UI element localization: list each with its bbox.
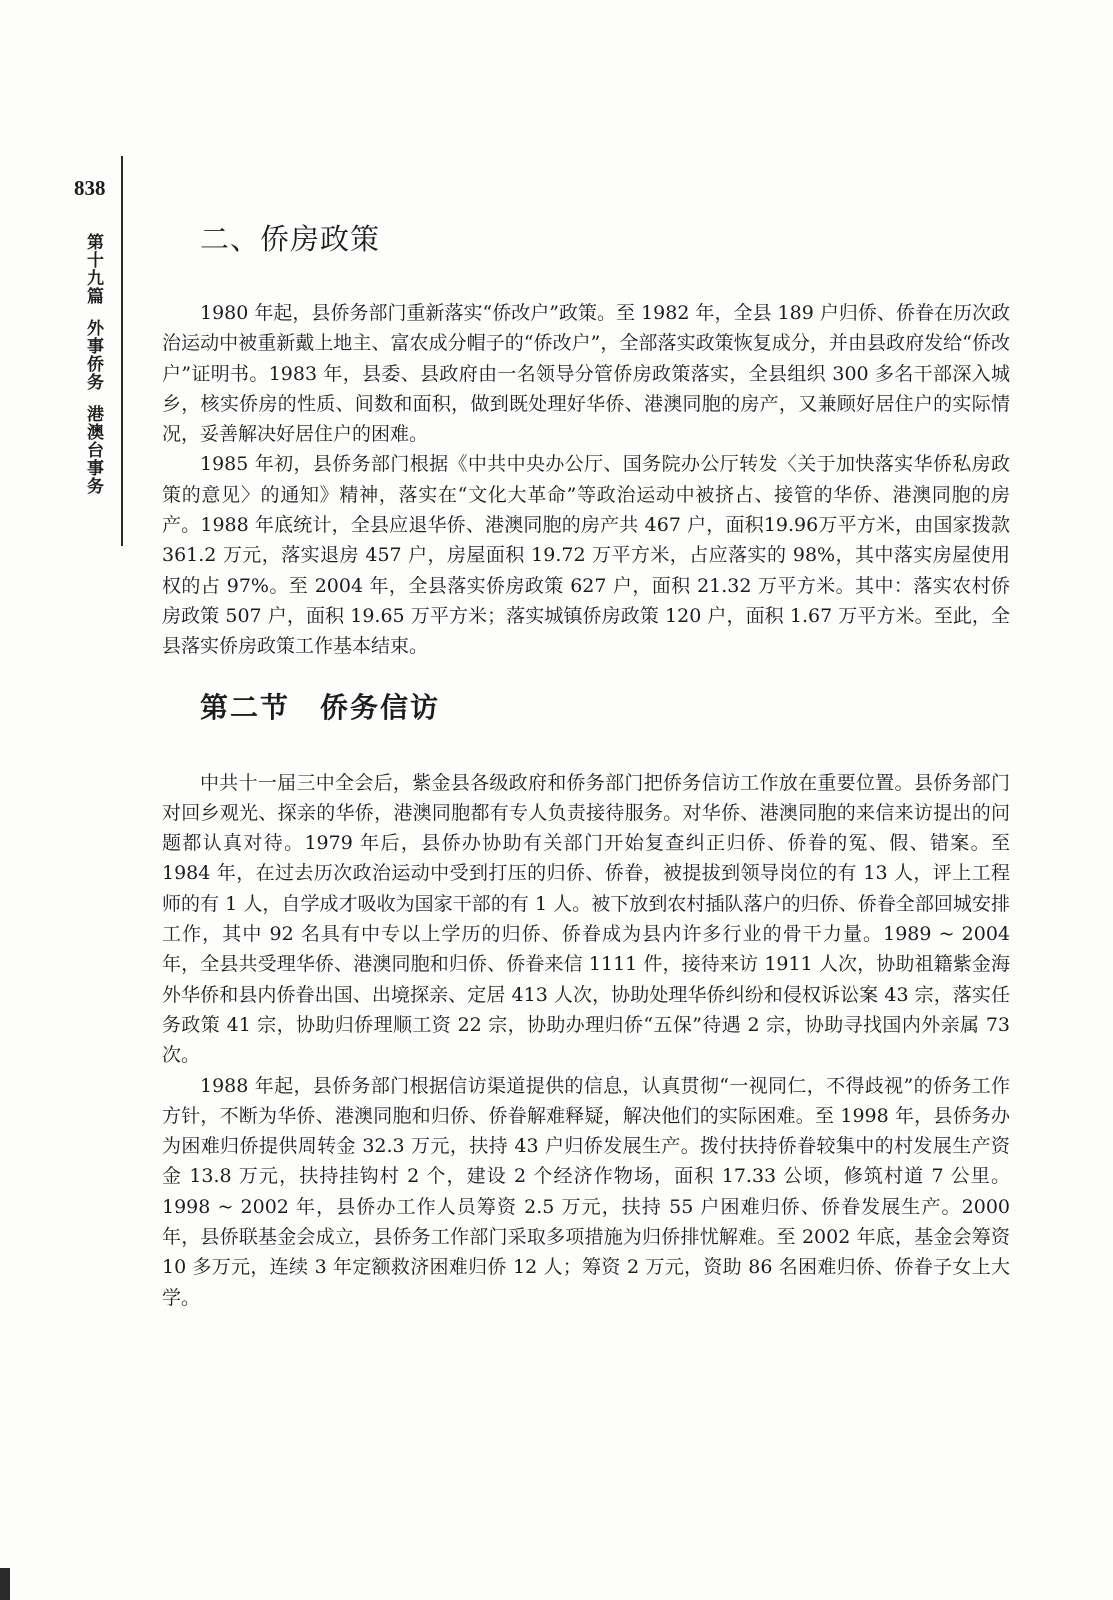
part-title-1: 外事侨务 [83,319,103,391]
part-label: 第十九篇 [83,233,103,305]
paragraph: 1988 年起，县侨务部门根据信访渠道提供的信息，认真贯彻“一视同仁，不得歧视”的侨务工作方针，不断为华侨、港澳同胞和归侨、侨眷解难释疑，解决他们的实际困难。至 1998 年，县侨务办为困难归侨提供周转金 32.3 万元，扶持 43 户归侨发展生产。拨付扶持侨眷较集中的村发展生产资金 13.8 万元，扶持挂钩村 2 个，建设 2 个经济作物场，面积 17.33 公顷，修筑村道 7 公里。1998 ~ 2002 年，县侨办工作人员筹资 2.5 万元，扶持 55 户困难归侨、侨眷发展生产。2000 年，县侨联基金会成立，县侨务工作部门采取多项措施为归侨排忧解难。至 2002 年底，基金会筹资 10 多万元，连续 3 年定额救济困难归侨 12 人；筹资 2 万元，资助 86 名困难归侨、侨眷子女上大学。 [162,1074,1010,1309]
section-heading [200,684,1010,732]
subsection-body [150,298,1010,662]
scan-edge-mark [0,1568,10,1600]
subsection-heading: 二、侨房政策 [200,222,381,256]
running-header-vertical [82,233,104,495]
paragraph: 1985 年初，县侨务部门根据《中共中央办公厅、国务院办公厅转发〈关于加快落实华侨私房政策的意见〉的通知》精神，落实在“文化大革命”等政治运动中被挤占、接管的华侨、港澳同胞的房产。1988 年底统计，全县应退华侨、港澳同胞的房产共 467 户，面积19.96万平方米，由国家拨款 361.2 万元，落实退房 457 户，房屋面积 19.72 万平方米，占应落实的 98%，其中落实房屋使用权的占 97%。至 2004 年，全县落实侨房政策 627 户，面积 21.32 万平方米。其中：落实农村侨房政策 507 户，面积 19.65 万平方米；落实城镇侨房政策 120 户，面积 1.67 万平方米。至此，全县落实侨房政策工作基本结束。 [162,453,1010,658]
paragraph: 1980 年起，县侨务部门重新落实“侨改户”政策。至 1982 年，全县 189 户归侨、侨眷在历次政治运动中被重新戴上地主、富农成分帽子的“侨改户”，全部落实政策恢复成分，并由县政府发给“侨改户”证明书。1983 年，县委、县政府由一名领导分管侨房政策落实，全县组织 300 多名干部深入城乡，核实侨房的性质、间数和面积，做到既处理好华侨、港澳同胞的房产，又兼顾好居住户的实际情况，妥善解决好居住户的困难。 [162,302,1010,446]
page-number: 838 [74,176,106,200]
part-title-2: 港澳台事务 [83,405,103,495]
section-number: 第二节 [200,690,291,724]
section-title: 侨务信访 [320,690,441,724]
page-content [150,214,1010,1313]
margin-rule [121,156,123,546]
paragraph: 中共十一届三中全会后，紫金县各级政府和侨务部门把侨务信访工作放在重要位置。县侨务部门对回乡观光、探亲的华侨，港澳同胞都有专人负责接待服务。对华侨、港澳同胞的来信来访提出的问题都认真对待。1979 年后，县侨办协助有关部门开始复查纠正归侨、侨眷的冤、假、错案。至 1984 年，在过去历次政治运动中受到打压的归侨、侨眷，被提拔到领导岗位的有 13 人，评上工程师的有 1 人，自学成才吸收为国家干部的有 1 人。被下放到农村插队落户的归侨、侨眷全部回城安排工作，其中 92 名具有中专以上学历的归侨、侨眷成为县内许多行业的骨干力量。1989 ~ 2004 年，全县共受理华侨、港澳同胞和归侨、侨眷来信 1111 件，接待来访 1911 人次，协助祖籍紫金海外华侨和县内侨眷出国、出境探亲、定居 413 人次，协助处理华侨纠纷和侵权诉讼案 43 宗，落实任务政策 41 宗，协助归侨理顺工资 22 宗，协助办理归侨“五保”待遇 2 宗，协助寻找国内外亲属 73 次。 [162,771,1010,1067]
section-body [150,768,1010,1313]
